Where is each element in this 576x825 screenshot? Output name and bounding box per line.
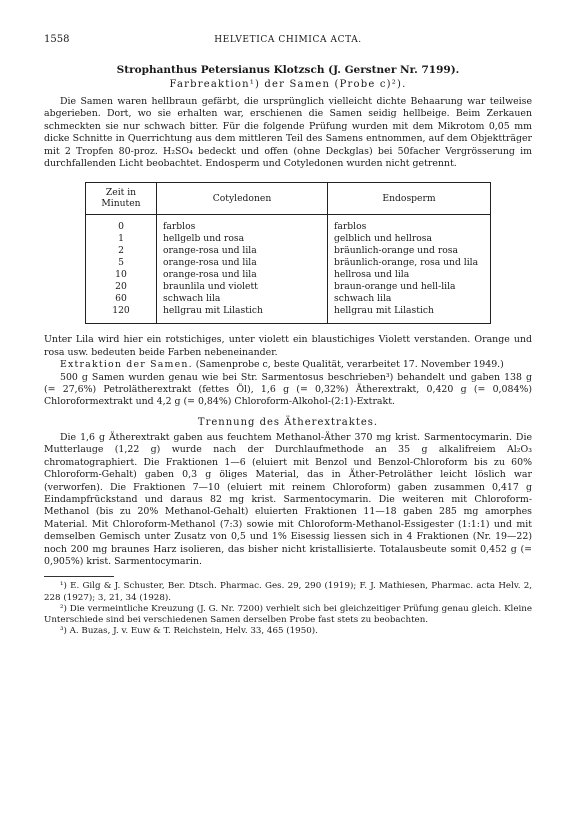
extraction-sample-note: (Samenprobe c, beste Qualität, verarbeitet 17. November 1949.) [192,359,504,371]
cell-cotyledons: braunlila und violett [157,281,328,293]
cell-time: 20 [86,281,157,293]
cell-endosperm: braun-orange und hell-lila [334,281,456,293]
page-number: 1558 [44,34,70,45]
color-reaction-table [85,182,491,324]
table-row [86,293,491,305]
cell-time: 10 [86,269,157,281]
cell-endosperm: hellrosa und lila [334,269,410,281]
table-row [86,233,491,245]
cell-cotyledons: orange-rosa und lila [157,257,328,269]
cell-time: 1 [86,233,157,245]
footnote-3: ³) A. Buzas, J. v. Euw & T. Reichstein, Helv. 33, 465 (1950). [60,626,318,637]
table-row [86,281,491,293]
cell-cotyledons: orange-rosa und lila [157,269,328,281]
header-time-line2: Minuten [101,198,141,210]
table-note: Unter Lila wird hier ein rotstichiges, unter violett ein blaustichiges Violett verstanden. Orange und rosa usw. bedeuten beide Farben nebeneinander. [44,334,532,358]
cell-endosperm: bräunlich-orange und rosa [334,245,458,257]
header-time [86,183,157,215]
cell-cotyledons: orange-rosa und lila [157,245,328,257]
article-subtitle: Farbreaktion¹) der Samen (Probe c)²). [169,79,407,90]
article-body [44,64,532,637]
intro-paragraph: Die Samen waren hellbraun gefärbt, die ursprünglich vielleicht dichte Behaarung war teilweise abgerieben. Dort, wo sie erhalten war, erschienen die Samen seidig hellbeige. Beim Zerkauen schmeckten sie nur schwach bitter. Für die folgende Prüfung wurden mit dem Mikrotom 0,05 mm dicke Schnitte in Querrichtung aus dem mittleren Teil des Samens entnommen, auf dem Objektträger mit 2 Tropfen 80-proz. H₂SO₄ bedeckt und offen (ohne Deckglas) bei 50facher Vergrösserung im durchfallenden Licht beobachtet. Endosperm und Cotyledonen wurden nicht getrennt. [44,96,532,170]
table-row [86,245,491,257]
cell-endosperm: farblos [334,221,367,233]
cell-cotyledons: hellgelb und rosa [157,233,328,245]
cell-time: 120 [86,305,157,324]
footnote-2: ²) Die vermeintliche Kreuzung (J. G. Nr. 7200) verhielt sich bei gleichzeitiger Prüfung genau gleich. Kleine Unterschiede sind bei verschiedenen Samen derselben Probe fast stets zu beobachten. [44,603,532,625]
journal-name: HELVETICA CHIMICA ACTA. [214,35,362,45]
table-row [86,215,491,234]
footnote-divider [44,576,114,577]
extraction-heading-paragraph [44,359,532,371]
cell-time: 60 [86,293,157,305]
cell-cotyledons: schwach lila [157,293,328,305]
header-time-line1: Zeit in [105,187,137,199]
cell-time: 2 [86,245,157,257]
extraction-paragraph: 500 g Samen wurden genau wie bei Str. Sarmentosus beschrieben³) behandelt und gaben 138 g (= 27,6%) Petrolätherextrakt (fettes Öl), 1,6 g (= 0,32%) Ätherextrakt, 0,420 g (= 0,084%) Chloroformextrakt und 4,2 g (= 0,84%) Chloroform-Alkohol-(2:1)-Extrakt. [44,371,532,408]
header-cotyledons: Cotyledonen [157,183,328,215]
table-header-row [86,183,491,215]
table-row [86,305,491,324]
footnote-1: ¹) E. Gilg & J. Schuster, Ber. Dtsch. Pharmac. Ges. 29, 290 (1919); F. J. Mathiesen, Pharmac. acta Helv. 2, 228 (1927); 3, 21, 34 (1928). [44,581,532,603]
cell-time: 0 [86,215,157,234]
running-head [44,34,532,48]
table-row [86,269,491,281]
cell-endosperm: hellgrau mit Lilastich [334,305,434,317]
color-reaction-table-wrapper [44,182,532,324]
header-endosperm: Endosperm [328,183,491,215]
cell-cotyledons: farblos [157,215,328,234]
cell-time: 5 [86,257,157,269]
cell-endosperm: gelblich und hellrosa [334,233,432,245]
cell-endosperm: bräunlich-orange, rosa und lila [334,257,479,269]
cell-cotyledons: hellgrau mit Lilastich [157,305,328,324]
article-title: Strophanthus Petersianus Klotzsch (J. Gerstner Nr. 7199). [116,64,460,76]
separation-paragraph: Die 1,6 g Ätherextrakt gaben aus feuchtem Methanol-Äther 370 mg krist. Sarmentocymarin. Die Mutterlauge (1,22 g) wurde nach der Durchlaufmethode an 35 g alkalifreiem Al₂O₃ chromatographiert. Die Fraktionen 1—6 (eluiert mit Benzol und Benzol-Chloroform bis zu 60% Chloroform-Gehalt) gaben 0,3 g öliges Material, das in Äther-Petroläther leicht löslich war (verworfen). Die Fraktionen 7—10 (eluiert mit reinem Chloroform) gaben zusammen 0,417 g Eindampfrückstand und daraus 82 mg krist. Sarmentocymarin. Die weiteren mit Chloroform-Methanol (bis zu 20% Methanol-Gehalt) eluierten Fraktionen 11—18 gaben 285 mg amorphes Material. Mit Chloroform-Methanol (7:3) sowie mit Chloroform-Methanol-Essigester (1:1:1) und mit demselben Gemisch unter Zusatz von 0,5 und 1% Eisessig liessen sich in 4 Fraktionen (Nr. 19—22) noch 200 mg braunes Harz isolieren, das bisher nicht kristallisierte. Totalausbeute somit 0,452 g (= 0,905%) krist. Sarmentocymarin. [44,431,532,567]
table-row [86,257,491,269]
extraction-label: Extraktion der Samen. [60,359,193,371]
cell-endosperm: schwach lila [334,293,392,305]
separation-title: Trennung des Ätherextraktes. [197,416,379,428]
